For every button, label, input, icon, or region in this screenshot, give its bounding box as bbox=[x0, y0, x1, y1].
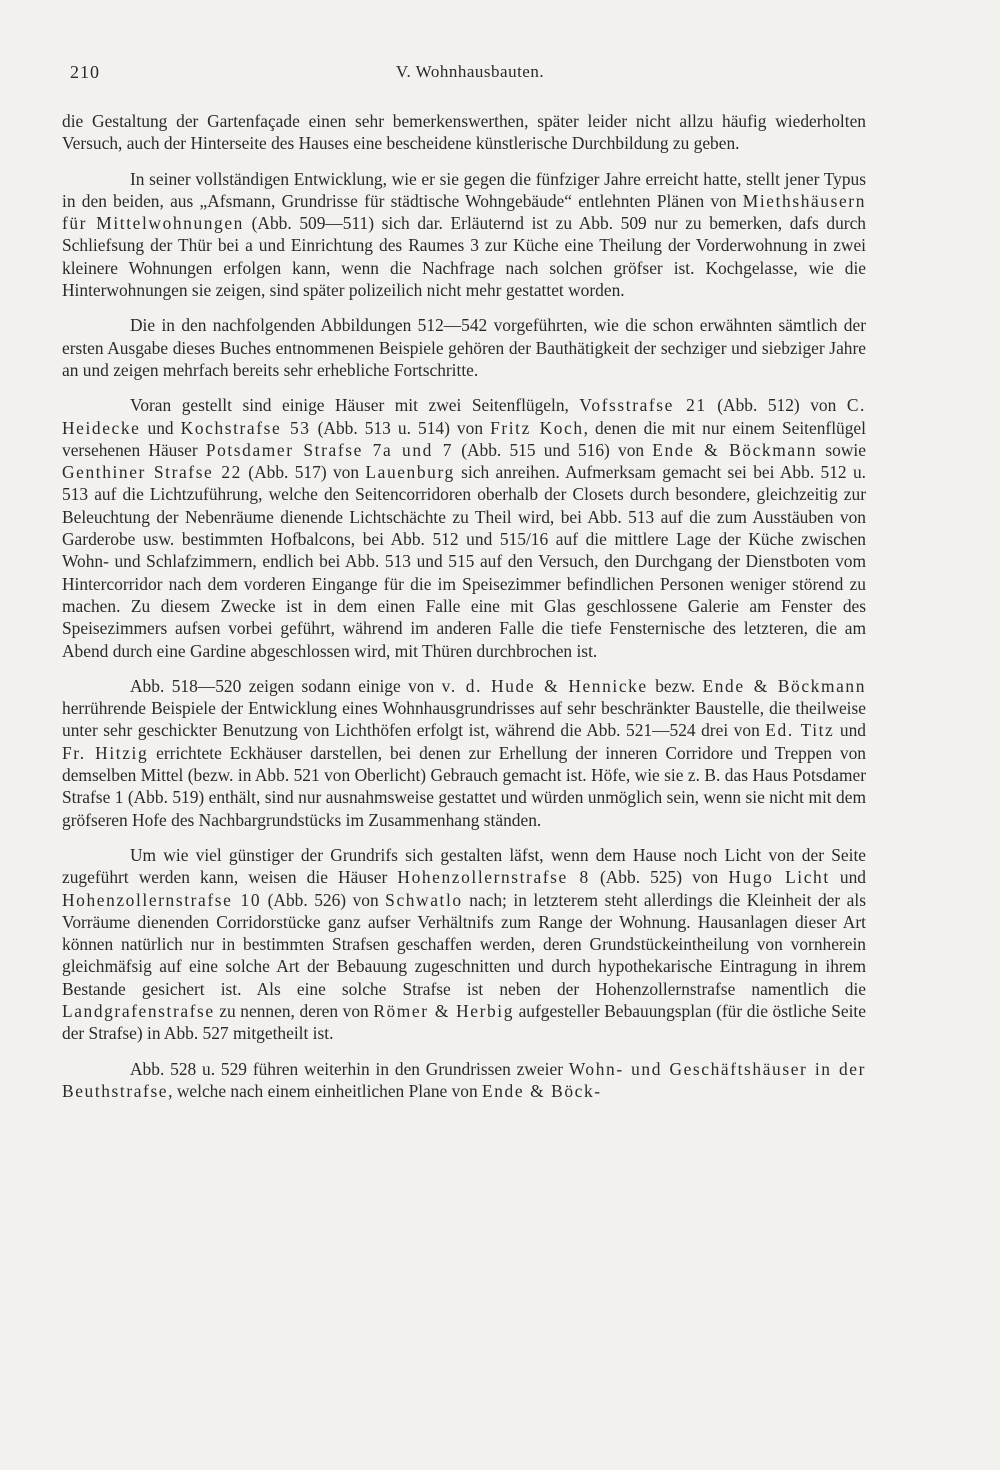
text-segment: In seiner vollständigen Entwicklung, wie er sie gegen die fünfziger Jahre erreicht hatte, stellt jener Typus in den beiden, aus „Afsmann, Grundrisse für städtische Wohngebäude“ entlehnten Plänen von bbox=[62, 168, 866, 211]
text-segment: , denen die mit nur einem Seitenflügel versehenen Häuser bbox=[62, 417, 866, 460]
text-segment: Die in den nachfolgenden Abbildungen 512—542 vorgeführten, wie die schon erwähnten sämtlich der ersten Ausgabe dieses Buches entnommenen Beispiele gehören der Bauthätigkeit der sechziger und siebziger Jahre an und zeigen mehrfach bereits sehr erhebliche Fortschritte. bbox=[62, 315, 866, 380]
text-segment: (Abb. 512) von bbox=[706, 395, 847, 416]
emphasized-text: Fritz Koch bbox=[490, 417, 584, 438]
emphasized-text: Römer & Herbig bbox=[373, 1000, 515, 1021]
text-segment: sowie bbox=[817, 439, 866, 460]
text-segment: zu nennen, deren von bbox=[214, 1000, 374, 1021]
emphasized-text: Wohn- und Geschäftshäuser in der Beuthstrafse bbox=[62, 1058, 866, 1101]
emphasized-text: Miethshäusern für Mittelwohnungen bbox=[62, 190, 866, 234]
paragraph bbox=[62, 314, 866, 381]
paragraph bbox=[62, 168, 866, 302]
text-segment: und bbox=[834, 720, 866, 741]
paragraph bbox=[62, 844, 866, 1045]
emphasized-text: Potsdamer Strafse 7a und 7 bbox=[205, 439, 454, 460]
emphasized-text: Schwatlo bbox=[385, 889, 463, 910]
text-segment: herrührende Beispiele der Entwicklung eines Wohnhausgrundrisses auf sehr beschränkter Baustelle, die theilweise unter sehr geschickter Benutzung von Lichthöfen erfolgt ist, während die Abb. 521—524 drei von bbox=[62, 698, 866, 741]
text-segment: Um wie viel günstiger der Grundrifs sich gestalten läfst, wenn dem Hause noch Licht von der Seite zugeführt werden kann, weisen die Häuser bbox=[62, 844, 866, 888]
page-header bbox=[0, 62, 1000, 90]
emphasized-text: Hohenzollernstrafse 10 bbox=[62, 889, 262, 910]
emphasized-text: Genthiner Strafse 22 bbox=[62, 462, 242, 483]
text-segment: (Abb. 525) von bbox=[589, 867, 729, 888]
emphasized-text: Kochstrafse 53 bbox=[180, 417, 311, 438]
text-segment: bezw. bbox=[647, 675, 703, 696]
text-segment: und bbox=[140, 417, 181, 438]
text-segment: Abb. 518—520 zeigen sodann einige von bbox=[130, 675, 442, 696]
body-text bbox=[62, 110, 866, 1102]
emphasized-text: Ende & Böckmann bbox=[652, 439, 818, 460]
emphasized-text: Lauenburg bbox=[365, 462, 455, 483]
emphasized-text: C. Heidecke bbox=[62, 395, 866, 438]
page-number: 210 bbox=[70, 62, 100, 82]
text-segment: (Abb. 509—511) sich dar. Erläuternd ist zu Abb. 509 nur zu bemerken, dafs durch Schliefsung der Thür bei a und Einrichtung des Raumes 3 zur Küche eine Theilung der Vorderwohnung in zwei kleinere Wohnungen erfolgen kann, wenn die Nachfrage nach solchen gröfser ist. Kochgelasse, wie die Hinterwohnungen sie zeigen, sind später polizeilich nicht mehr gestattet worden. bbox=[62, 213, 866, 301]
emphasized-text: Ende & Böck- bbox=[482, 1080, 602, 1101]
text-segment: und bbox=[829, 867, 866, 888]
text-segment: Abb. 528 u. 529 führen weiterhin in den Grundrissen zweier bbox=[130, 1058, 569, 1079]
text-segment: (Abb. 526) von bbox=[261, 889, 386, 910]
text-segment: (Abb. 515 und 516) von bbox=[453, 439, 653, 460]
paragraph bbox=[62, 394, 866, 662]
emphasized-text: v. d. Hude & Hennicke bbox=[441, 675, 648, 696]
emphasized-text: Ed. Titz bbox=[765, 720, 835, 741]
text-segment: errichtete Eckhäuser darstellen, bei denen zur Erhellung der inneren Corridore und Treppen von demselben Mittel (bezw. in Abb. 521 von Oberlicht) Gebrauch gemacht ist. Höfe, wie sie z. B. das Haus Potsdamer Strafse 1 (Abb. 519) enthält, sind nur ausnahmsweise gestattet und würden unmöglich sein, wenn sie nicht mit dem gröfseren Hofe des Nachbargrundstücks im Zusammenhang ständen. bbox=[62, 742, 866, 830]
paragraph bbox=[62, 110, 866, 155]
text-segment: die Gestaltung der Gartenfaçade einen sehr bemerkenswerthen, später leider nicht allzu häufig wiederholten Versuch, auch der Hinterseite des Hauses eine bescheidene künstlerische Durchbildung zu geben. bbox=[62, 111, 866, 154]
text-segment: aufgesteller Bebauungsplan (für die östliche Seite der Strafse) in Abb. 527 mitgetheilt ist. bbox=[62, 1000, 866, 1044]
emphasized-text: Ende & Böckmann bbox=[702, 675, 866, 696]
text-segment: sich anreihen. Aufmerksam gemacht sei bei Abb. 512 u. 513 auf die Lichtzuführung, welche den Seitencorridoren oberhalb der Closets durch besondere, gleichzeitig zur Beleuchtung der Nebenräume dienende Lichtschächte zu Theil wird, bei Abb. 513 auf die zum Ausstäuben von Garderobe usw. bestimmten Hofbalcons, bei Abb. 512 und 515/16 auf die mittlere Lage der Küche zwischen Wohn- und Schlafzimmern, endlich bei Abb. 513 und 515 auf den Versuch, den Durchgang der Dienstboten vom Hintercorridor nach dem vorderen Eingange für die im Speisezimmer befindlichen Personen weniger störend zu machen. Zu diesem Zwecke ist in dem einen Falle eine mit Glas geschlossene Galerie am Fenster des Speisezimmers aufsen vorbei geführt, während im anderen Falle die tiefe Fensternische des letzteren, die am Abend durch eine Gardine abgeschlossen wird, mit Thüren durchbrochen ist. bbox=[62, 462, 866, 661]
paragraph bbox=[62, 675, 866, 831]
text-segment: (Abb. 513 u. 514) von bbox=[310, 417, 491, 438]
paragraph bbox=[62, 1058, 866, 1103]
emphasized-text: Hugo Licht bbox=[728, 867, 830, 888]
text-segment: nach; in letzterem steht allerdings die Kleinheit der als Vorräume dienenden Corridorstücke ganz aufser Verhältnifs zum Range der Wohnung. Hausanlagen dieser Art können natürlich nur in bestimmten Strafsen geschaffen werden, deren Grundstückeintheilung von vornherein gleichmäfsig auf eine solche Art der Bebauung zugeschnitten und durch hypothekarische Eintragung in ihrem Bestande gesichert ist. Als eine solche Strafse ist neben der Hohenzollernstrafse namentlich die bbox=[62, 889, 866, 999]
text-segment: , welche nach einem einheitlichen Plane von bbox=[168, 1080, 483, 1101]
emphasized-text: Fr. Hitzig bbox=[62, 742, 149, 763]
emphasized-text: Hohenzollernstrafse 8 bbox=[397, 867, 590, 888]
emphasized-text: Vofsstrafse 21 bbox=[579, 395, 707, 416]
text-segment: Voran gestellt sind einige Häuser mit zwei Seitenflügeln, bbox=[130, 395, 580, 416]
running-head: V. Wohnhausbauten. bbox=[395, 62, 545, 81]
text-segment: (Abb. 517) von bbox=[241, 462, 366, 483]
emphasized-text: Landgrafenstrafse bbox=[62, 1000, 215, 1021]
